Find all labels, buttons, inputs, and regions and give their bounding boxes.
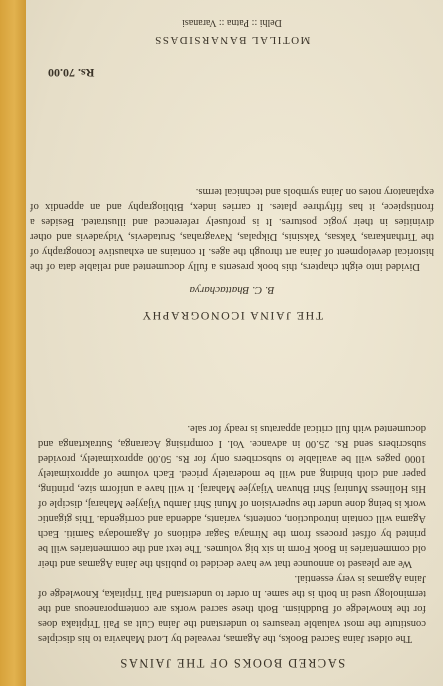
series-title: SACRED BOOKS OF THE JAINAS [118, 656, 346, 670]
series-paragraph-1: The oldest Jaina Sacred Books, the Agamas, revealed by Lord Mahavira to his disciples constitute the most valuable treasures to understand the Jaina Cult as Pali Tripitaka does for the knowledge of Buddhism. Both these sacred works are contemporaneous and the terminology used in both is the same. In order to understand Pali Tripitaka, Knowledge of Jaina Agamas is very essential. [38, 573, 426, 644]
series-description [30, 421, 434, 646]
book-description [30, 184, 434, 274]
book-paragraph-1: Divided into eight chapters, this book presents a fully documented and reliable data of the historical development of Jaina art through the ages. It contains an exhaustive Iconography of the Tirthankaras, Yaksas, Yaksinis, Dikpalas, Navagrahas, Srutadevis, Vidyadevis and other divinities in their yogic postures. It is profusely referenced and illustrated. Besides a frontispiece, it has fiftythree plates. It carries index, Bibliography and an appendix of explanatory notes on Jaina symbols and technical terms. [30, 186, 434, 272]
upside-down-print [30, 10, 434, 678]
book-title: THE JAINA ICONOGRAPHY [140, 309, 324, 323]
publisher-cities: Delhi :: Patna :: Varanasi [182, 17, 282, 28]
series-paragraph-2: We are pleased to announce that we have decided to publish the Jaina Agamas and their old commentaries in Book Form in six big volumes. The text and the commentaries will be printed by offset process from the Nirnaya Sagar editions of Agamodaya Samiti. Each Agama will contain introduction, contents, variants, addenda and corrigenda. This gigantic work is being done under the supervision of Muni Shri Jambu Vijayjee Maharaj, disciple of His Holiness Muniraj Shri Bhuvan Vijayjee Maharaj. It will have a uniform size, printing, paper and cloth binding and will be moderately priced. Each volume of approximately 1000 pages will be available to subscribers only for Rs. 50.00 approximately, provided subscribers send Rs. 25.00 in advance. Vol. I comprising Acaranga, Sutrakrtanga and documented with full critical apparatus is ready for sale. [38, 423, 426, 569]
publisher-name: MOTILAL BANARSIDASS [153, 34, 311, 46]
price-label: Rs. 70.00 [48, 66, 95, 80]
book-author: B. C. Bhattacharya [189, 284, 275, 296]
spine-strip [0, 0, 27, 686]
